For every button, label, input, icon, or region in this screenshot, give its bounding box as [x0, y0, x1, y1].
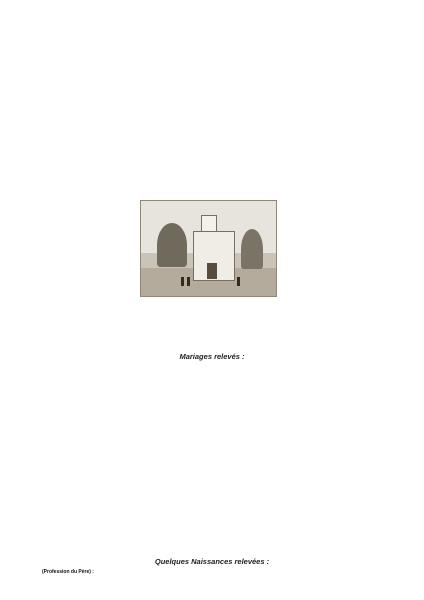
marriages-heading: Mariages relevés :	[179, 352, 245, 361]
photo-tree	[157, 223, 187, 267]
births-heading: Quelques Naissances relevées :	[154, 557, 270, 566]
photo-person	[237, 277, 240, 286]
church-postcard-photo	[140, 200, 277, 297]
photo-person	[187, 277, 190, 286]
births-subheading: (Profession du Père) :	[42, 569, 94, 575]
photo-tree	[241, 229, 263, 269]
photo-person	[181, 277, 184, 286]
church-door	[207, 263, 217, 279]
